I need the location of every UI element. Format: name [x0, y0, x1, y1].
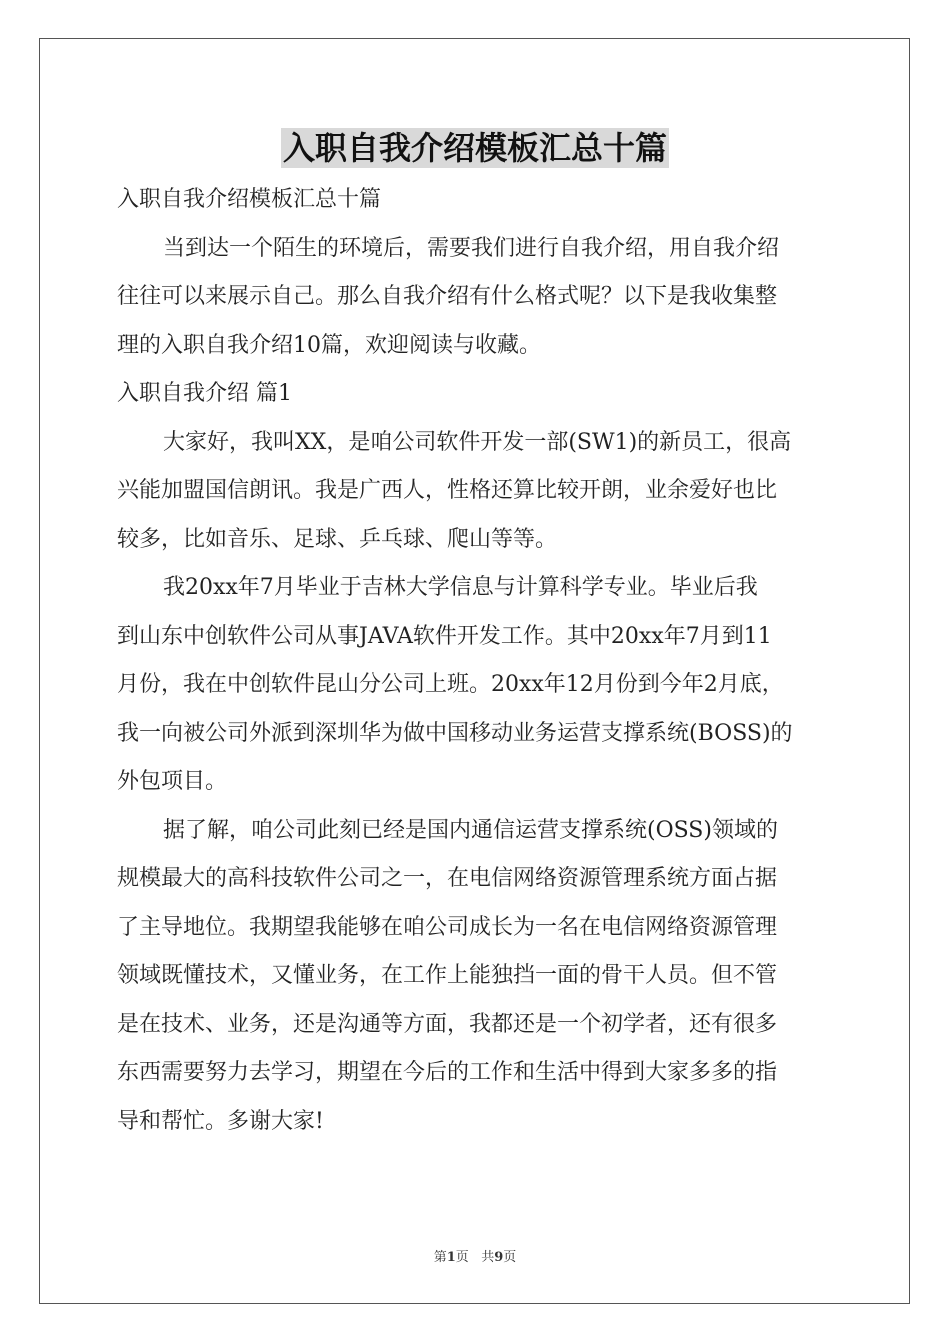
document-title: 入职自我介绍模板汇总十篇 [282, 129, 667, 167]
text-line: 入职自我介绍 篇1 [117, 381, 292, 406]
page-number-total: 9 [494, 1250, 504, 1265]
text-line: 大家好，我叫XX，是咱公司软件开发一部(SW1)的新员工，很高 [163, 429, 792, 455]
text-line: 了主导地位。我期望我能够在咱公司成长为一名在电信网络资源管理 [117, 914, 778, 940]
text-line: 较多，比如音乐、足球、乒乓球、爬山等等。 [117, 526, 558, 552]
text-line: 东西需要努力去学习，期望在今后的工作和生活中得到大家多多的指 [117, 1060, 778, 1085]
text-line: 入职自我介绍模板汇总十篇 [117, 187, 382, 212]
total-label-prefix: 共 [481, 1250, 495, 1265]
text-line: 领域既懂技术，又懂业务，在工作上能独挡一面的骨干人员。但不管 [117, 963, 778, 988]
page-label-prefix: 第 [433, 1250, 447, 1265]
text-line: 是在技术、业务，还是沟通等方面，我都还是一个初学者，还有很多 [117, 1011, 778, 1037]
text-line: 我20xx年7月毕业于吉林大学信息与计算科学专业。毕业后我 [163, 575, 758, 600]
text-line: 往往可以来展示自己。那么自我介绍有什么格式呢？以下是我收集整 [117, 284, 778, 309]
total-label-suffix: 页 [503, 1250, 517, 1265]
text-line: 外包项目。 [117, 769, 228, 794]
text-line: 据了解，咱公司此刻已经是国内通信运营支撑系统(OSS)领域的 [163, 817, 778, 843]
text-line: 到山东中创软件公司从事JAVA软件开发工作。其中20xx年7月到11 [117, 623, 772, 649]
text-line: 月份，我在中创软件昆山分公司上班。20xx年12月份到今年2月底， [117, 672, 784, 697]
document-body [117, 176, 852, 1146]
text-line: 兴能加盟国信朗讯。我是广西人，性格还算比较开朗，业余爱好也比 [117, 478, 778, 503]
text-line: 我一向被公司外派到深圳华为做中国移动业务运营支撑系统(BOSS)的 [117, 720, 793, 746]
page-number-current: 1 [446, 1250, 456, 1265]
text-line: 导和帮忙。多谢大家! [117, 1108, 324, 1134]
text-line: 规模最大的高科技软件公司之一，在电信网络资源管理系统方面占据 [117, 866, 778, 891]
text-line: 理的入职自我介绍10篇，欢迎阅读与收藏。 [117, 332, 541, 358]
title-container [0, 128, 950, 168]
text-line: 当到达一个陌生的环境后，需要我们进行自我介绍，用自我介绍 [163, 235, 780, 261]
page-footer [0, 1246, 950, 1265]
page-label-suffix: 页 [455, 1250, 469, 1265]
